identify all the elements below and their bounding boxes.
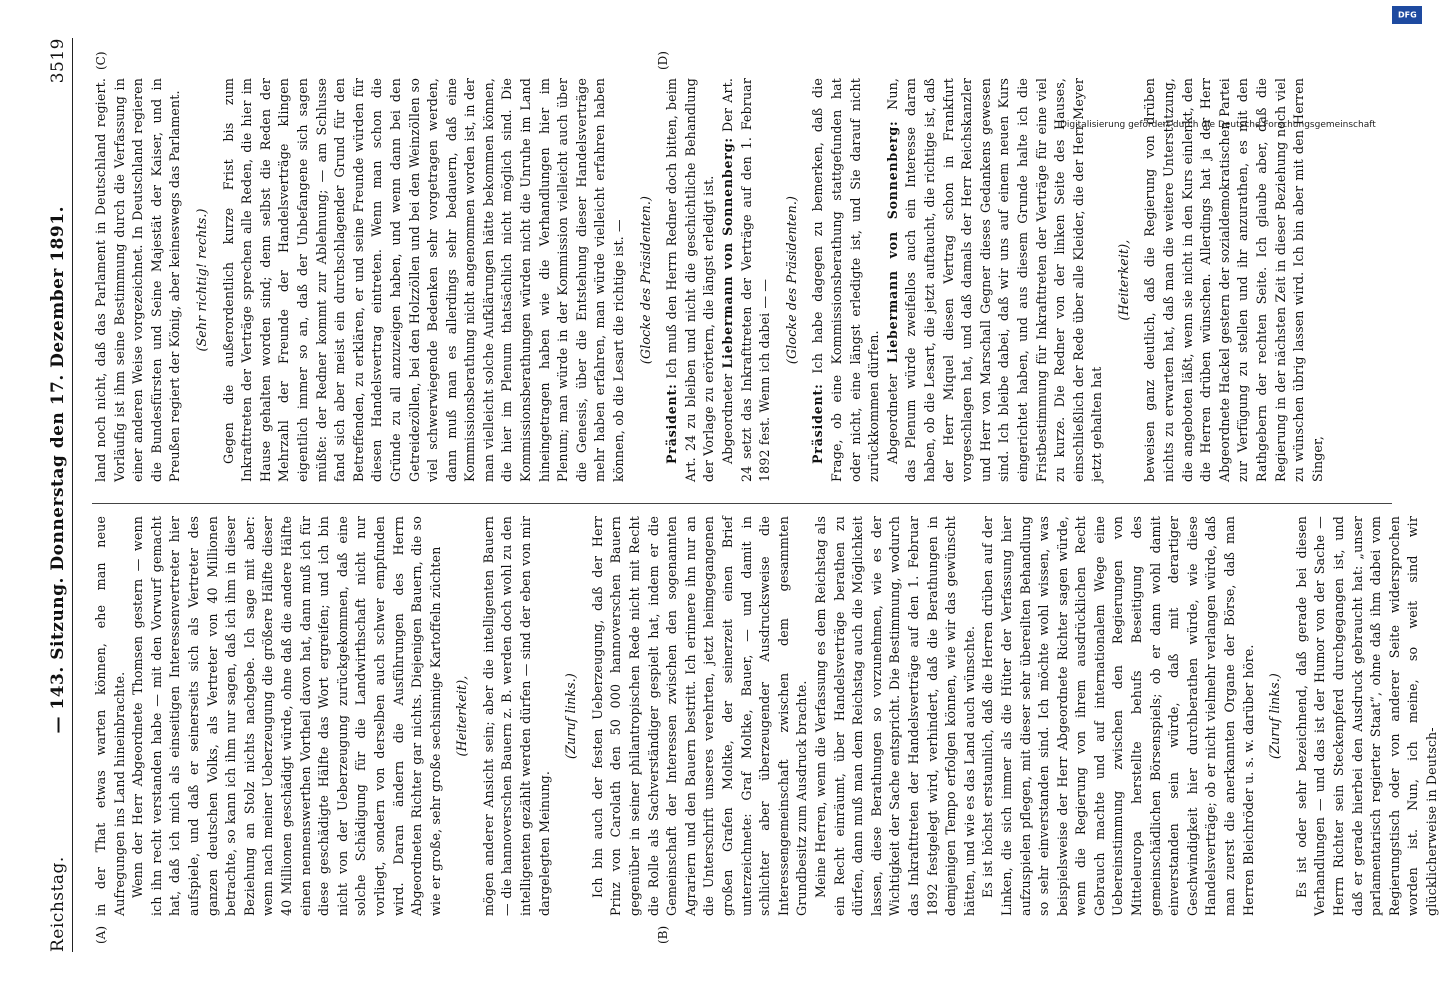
paragraph: Meine Herren, wenn die Verfassung es dem Reichstag als ein Recht einräumt, über Handelsverträge berathen zu dürfen, dann muß man dem Reichstag auch die Möglichkeit lassen, diese Berathungen so vorzunehmen, wie es der Wichtigkeit der Sache entspricht. Die Bestimmung, wodurch das Inkrafttreten der Handelsverträge auf den 1. Februar 1892 festgelegt wird, verhindert, daß die Berathungen in demjenigen Tempo erfolgen können, wie wir das gewünscht hätten, und wie es das Land auch wünschte. [812,516,977,916]
interjection: (Zuruf links.) [1267,673,1283,759]
header-left: Reichstag. [48,856,68,952]
speaker-intro: Abgeordneter [720,373,735,464]
paragraph: mögen anderer Ansicht sein; aber die intelligenten Bauern — die hannoverschen Bauern z. B. werden doch wohl zu den intelligenten gezählt werden dürfen — sind der eben von mir dargelegten Meinung. [480,516,552,916]
paragraph: Wenn der Herr Abgeordnete Thomsen gestern — wenn ich ihn recht verstanden habe — mit den Vorwurf gemacht hat, daß ich mich als einseitigen Interessenvertreter hier aufspiele, und daß er seinerseits sich als Vertreter des ganzen deutschen Volks, als Vertreter von 40 Millionen betrachte, so kann ich ihm nur sagen, daß ich ihm in dieser Beziehung an Stolz nichts nachgebe. Ich sage mit aber: wenn nach meiner Ueberzeugung die größere Hälfte dieser 40 Millionen geschädigt würde, ohne daß die andere Hälfte einen nennenswerthen Vortheil davon hat, dann muß ich für diese geschädigte Hälfte das Wort ergreifen; und ich bin nicht von der Ueberzeugung zurückgekommen, daß eine solche Schädigung für die Landwirthschaft nicht nur vorliegt, sondern von derselben auch schwer empfunden wird. Daran ändern die Ausführungen des Herrn Abgeordneten Richter gar nichts. Diejenigen Bauern, die so wie er große, sehr große sechsinnige Kartoffeln züchten [130,516,443,916]
interjection: (Heiterkeit), [454,675,470,757]
speech-text: Ich muß den Herrn Redner doch bitten, beim Art. 24 zu bleiben und nicht die geschichtliche Behandlung der Vorlage zu erörtern, die längst erledigt ist. [664,78,717,482]
interjection: (Heiterkeit), [1115,239,1131,321]
column-divider [92,503,1392,504]
interjection: (Glocke des Präsidenten.) [783,195,799,365]
paragraph: beweisen ganz deutlich, daß die Regierung von drüben nichts zu erwarten hat, daß man die weitere Unterstützung, die angeboten läßt, wenn sie nicht in den Kurs einlenkt, den die Herren drüben wünschen. Allerdings hat ja der Herr Abgeordnete Hackel gestern der sozialdemokratischen Partei zur Verfügung zu stellen und ihr anzurathen, es mit den Rathgebern der rechten Seite. Ich glaube aber, daß die Regierung in der nächsten Zeit in dieser Beziehung noch viel zu wünschen übrig lassen wird. Ich bin aber mit den Herren Singer, [1142,78,1325,482]
paragraph: Ich bin auch der festen Ueberzeugung, daß der Herr Prinz von Carolath den 50 000 hannoverschen Bauern gegenüber in seiner philantropischen Rede nicht mit Recht die Rolle als Sachverständiger gespielt hat, indem er die Gemeinschaft der Interessen zwischen den sogenannten Agrariern und den Bauern bestritt. Ich erinnere ihn nur an die Unterschrift unseres verehrten, jetzt heimgegangenen großen Grafen Moltke, der seinerzeit einen Brief unterzeichnete: Graf Moltke, Bauer, — und damit in schlichter aber überzeugender Ausdrucksweise die Interessengemeinschaft zwischen dem gesammten Grundbesitz zum Ausdruck brachte. [589,516,810,916]
paragraph: in der That etwas warten können, ehe man neue Aufregungen ins Land hineinbrachte. [93,516,127,916]
speech-president [809,78,883,482]
speaker-label: Präsident: [664,383,680,464]
page-number: 3519 [48,38,68,84]
margin-marker-c: (C) [94,51,108,70]
speech-text: Der Art. 24 setzt das Inkrafttreten der Verträge auf den 1. Februar 1892 fest. Wenn ich dabei — — [720,77,773,482]
speaker-intro: Abgeordneter [884,373,900,464]
paragraph: Es ist oder sehr bezeichnend, daß gerade bei diesen Verhandlungen — und das ist der Humor von der Sache — Herrn Richter sein Steckenpferd durchgegangen ist, und daß er gerade hierbei den Ausdruck gebraucht hat: „unser parlamentarisch regierter Staat“, ohne daß ihm dabei vom Regierungstisch oder von anderer Seite widersprochen worden ist. Nun, ich meine, so weit sind wir glücklicherweise in Deutsch- [1293,516,1439,916]
running-head [28,38,73,952]
paragraph: Es ist höchst erstaunlich, daß die Herren drüben auf der Linken, die sich immer als die Hüter der Verfassung hier aufzuspielen pflegen, mit dieser sehr übereilten Behandlung so sehr einverstanden sind. Ich möchte wohl wissen, was beispielsweise der Herr Abgeordnete Richter sagen würde, wenn die Regierung von ihrem ausdrücklichen Recht Gebrauch machte und auf internationalem Wege eine Uebereinstimmung zwischen den Regierungen von Mitteleuropa herstellte behufs Beseitigung des gemeinschädlichen Börsenspiels; ob er dann wohl damit einverstanden sein würde, daß mit derartiger Geschwindigkeit hier durchberathen würde, wie diese Handelsverträge; ob er nicht vielmehr verlangen würde, daß man zuerst die anerkannten Organe der Börse, daß man Herren Bleichröder u. s. w. darüber höre. [980,516,1256,916]
interjection: (Sehr richtig! rechts.) [193,208,209,352]
right-column [92,78,1392,482]
left-column [92,516,1439,916]
speech-member [884,78,1107,482]
interjection: (Zuruf links.) [563,673,579,759]
digitization-note: Digitalisierung gefördert durch die Deutsche Forschungsgemeinschaft [1060,120,1376,130]
paragraph: Gegen die außerordentlich kurze Frist bis zum Inkrafttreten der Verträge sprechen alle Reden, die hier im Hause gehalten worden sind; denn selbst die Reden der Mehrzahl der Freunde der Handelsverträge klingen eigentlich immer so an, daß der Unbefangene sich sagen müßte: der Redner kommt zur Ablehnung; — am Schlusse fand sich aber meist ein durchschlagender Grund für den Betreffenden, zu erklären, er und seine Freunde würden für diesen Handelsvertrag eintreten. Wenn man schon die Gründe zu all anzuzeigen haben, und wenn dann bei den Getreidezöllen, bei den Holzzöllen und bei den Weinzöllen so viel schwerwiegende Bedenken sehr vorgetragen werden, dann muß man es allerdings sehr bedauern, daß eine Kommissionsberathung nicht angenommen worden ist, in der man vielleicht solche Aufklärungen hätte bekommen können, die hier im Plenum thatsächlich nicht möglich sind. Die Kommissionsberathungen würden nicht die Unruhe im Land hineingetragen haben wie die Verhandlungen hier im Plenum; man würde in der Kommission vielleicht auch über die Genesis, über die Entstehung dieser Handelsverträge mehr haben erfahren, man würde vielleicht erfahren haben können, ob die Lesart die richtige ist. — [220,78,627,482]
speaker-name: Liebermann von Sonnenberg: [720,137,735,369]
paragraph: land noch nicht, daß das Parlament in Deutschland regiert. Vorläufig ist ihm seine Bestimmung durch die Verfassung in einer anderen Weise vorgezeichnet. In Deutschland regieren die Bundesfürsten und Seine Majestät der Kaiser, und in Preußen regiert der König, aber keineswegs das Parlament. [93,78,183,482]
speaker-label: Präsident: [810,383,826,464]
speech-text: Ich habe dagegen zu bemerken, daß die Frage, ob eine Kommissionsberathung stattgefunden hat oder nicht, eine längst erledigte ist, und Sie darauf nicht zurückkommen dürfen. [810,77,882,482]
speaker-name: Liebermann von Sonnenberg: [884,120,900,364]
margin-marker-b: (B) [656,925,670,944]
margin-marker-d: (D) [656,51,670,70]
header-center: — 143. Sitzung. Donnerstag den 17. Dezember 1891. [48,205,68,734]
margin-marker-a: (A) [94,925,108,944]
speech-text: Nun, das Plenum würde zweifellos auch ein Interesse daran haben, ob die Lesart, die jetzt auftaucht, die richtige ist, daß der Herr Miquel diesen Vertrag schon in Frankfurt vorgeschlagen hat, und daß damals der Herr Reichskanzler und Herr von Marschall Gegner dieses Gedankens gewesen sind. Ich bleibe dabei, daß wir uns auf einem neuen Kurs eingerichtet haben, und aus diesem Grunde halte ich die Fristbestimmung für Inkrafttreten der Verträge für eine viel zu kurze. Die Redner von der linken Seite des Hauses, einschließlich der Rede über alle Kleider, die der Herr Meyer jetzt gehalten hat [884,77,1105,482]
interjection: (Glocke des Präsidenten.) [637,195,653,365]
speech-president [663,78,719,482]
speech-member [719,78,775,482]
dfg-logo: DFG [1392,6,1422,24]
